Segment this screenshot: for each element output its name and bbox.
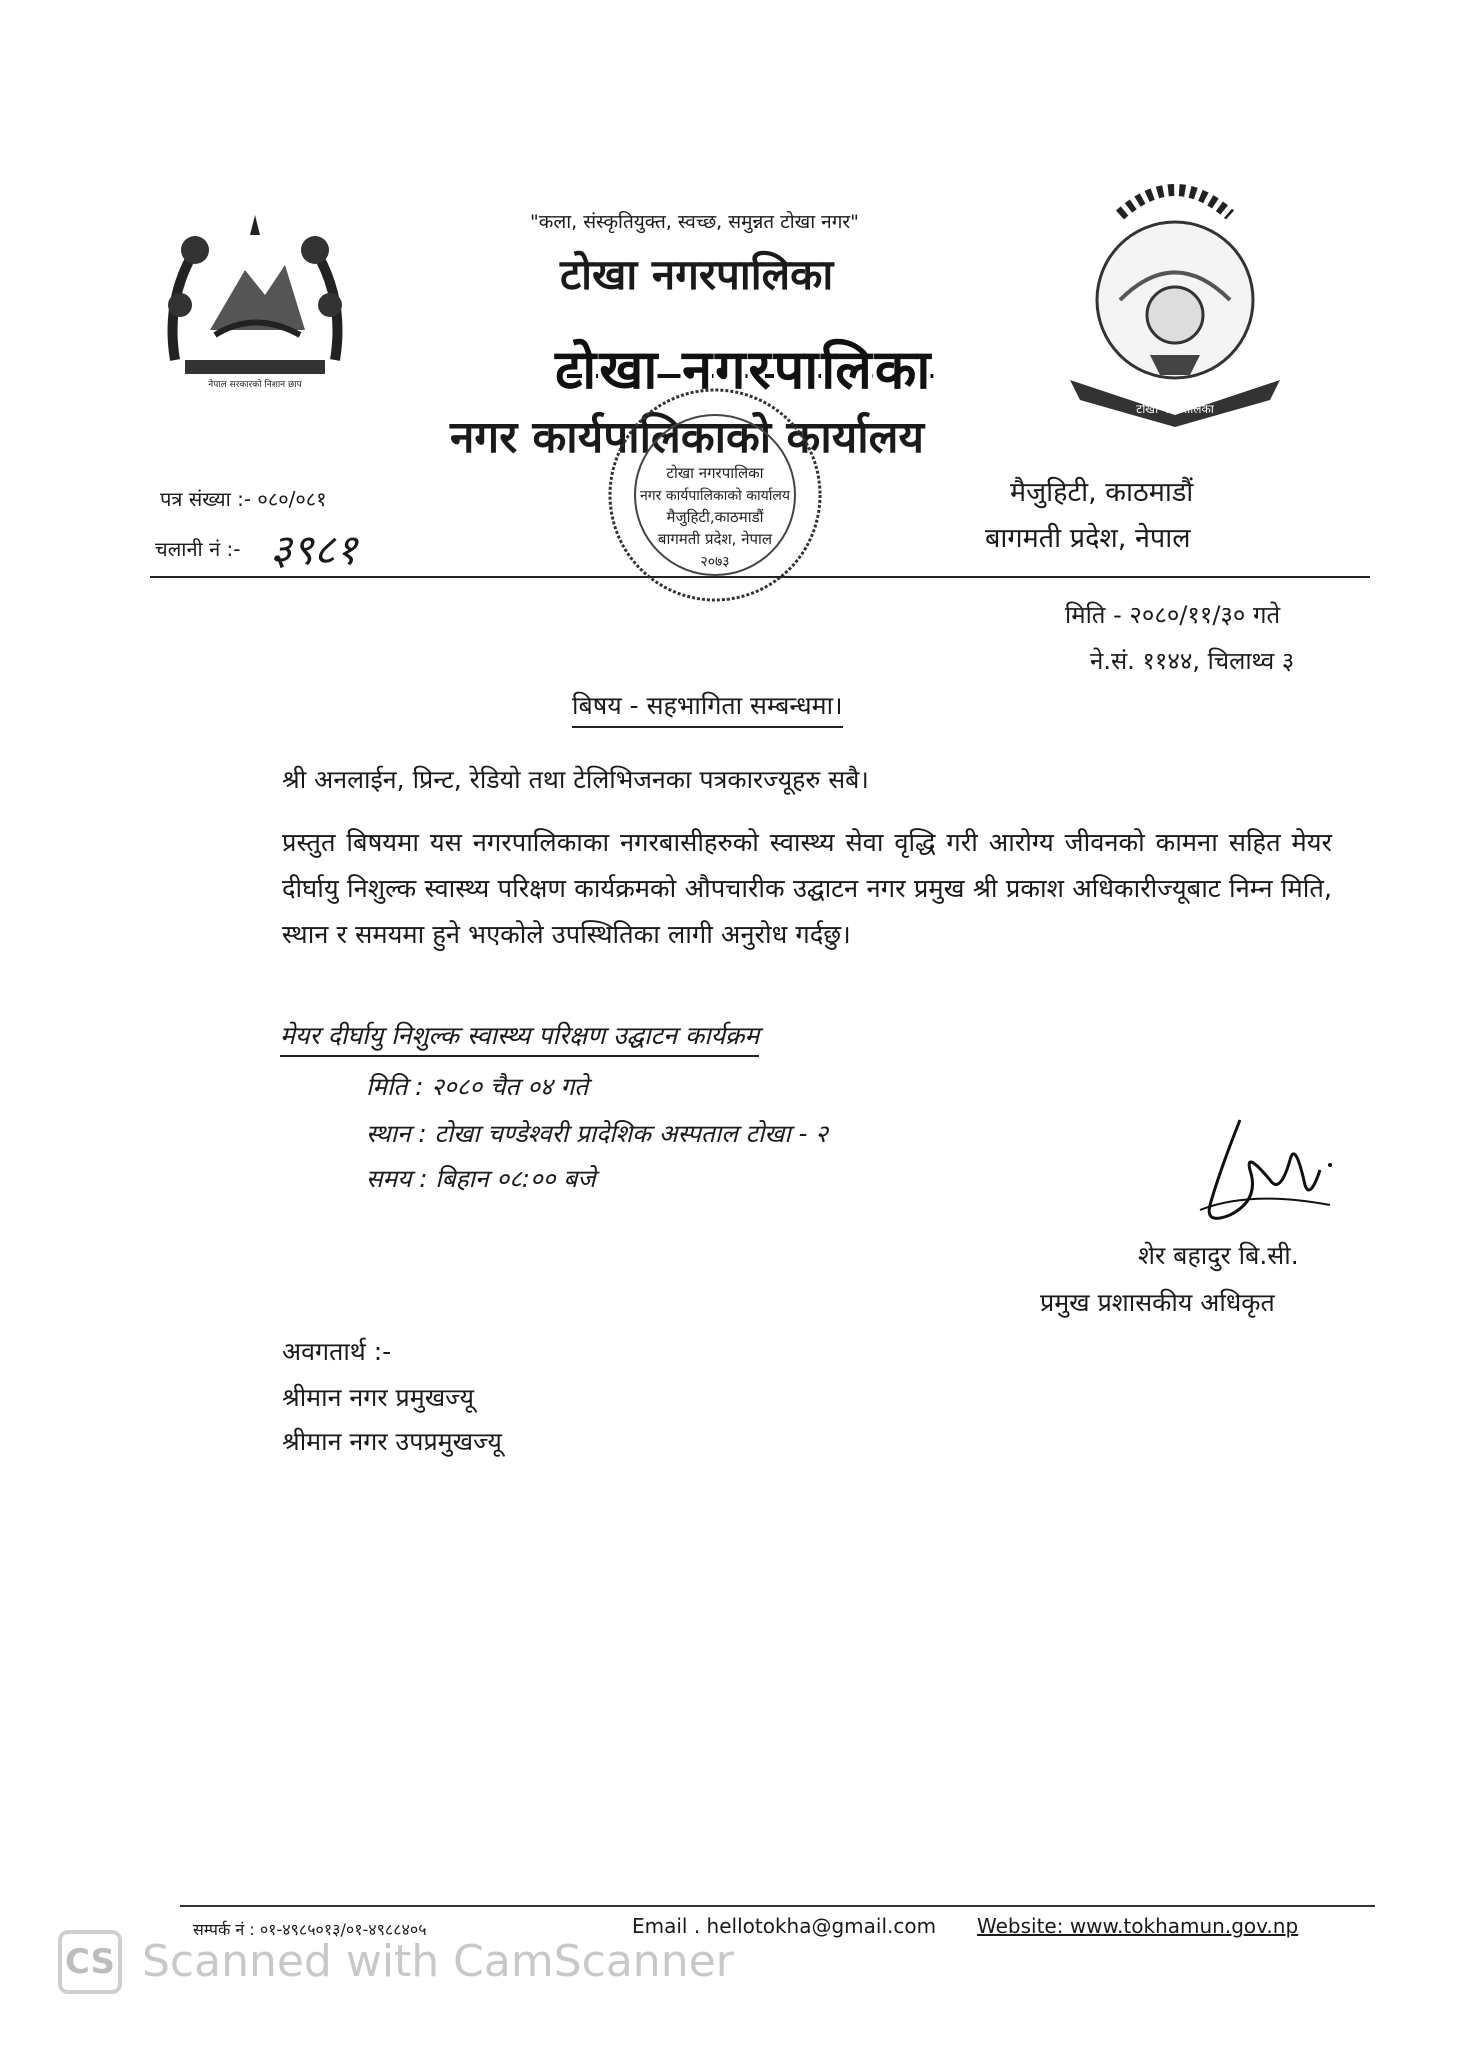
stamp-line-1: टोखा नगरपालिका bbox=[666, 464, 764, 482]
nepal-coat-of-arms-emblem bbox=[155, 210, 355, 390]
footer-website-link[interactable]: Website: www.tokhamun.gov.np bbox=[977, 1914, 1299, 1938]
letter-body: प्रस्तुत बिषयमा यस नगरपालिकाका नगरबासीहरुको स्वास्थ्य सेवा वृद्धि गरी आरोग्य जीवनको कामना सहित मेयर दीर्घायु निशुल्क स्वास्थ्य परिक्षण कार्यक्रमको औपचारीक उद्घाटन नगर प्रमुख श्री प्रकाश अधिकारीज्यूबाट निम्न मिति, स्थान र समयमा हुने भएकोले उपस्थितिका लागी अनुरोध गर्दछु। bbox=[282, 828, 1332, 950]
emblem-left-caption: नेपाल सरकारको निशान छाप bbox=[208, 380, 302, 390]
footer-email: Email . hellotokha@gmail.com bbox=[632, 1914, 937, 1938]
letter-number: पत्र संख्या :- ०८०/०८१ bbox=[160, 487, 327, 511]
office-name: नगर कार्यपालिकाको कार्यालय bbox=[450, 412, 924, 463]
dispatch-number-label: चलानी नं :- bbox=[155, 537, 241, 561]
cc-item: श्रीमान नगर उपप्रमुखज्यू bbox=[282, 1427, 502, 1456]
event-title: मेयर दीर्घायु निशुल्क स्वास्थ्य परिक्षण उद्घाटन कार्यक्रम bbox=[280, 1018, 759, 1057]
dispatch-number-handwritten: ३९८१ bbox=[270, 525, 358, 574]
signatory-title: प्रमुख प्रशासकीय अधिकृत bbox=[1040, 1288, 1275, 1317]
letter-salutation: श्री अनलाईन, प्रिन्ट, रेडियो तथा टेलिभिजनका पत्रकारज्यूहरु सबै। bbox=[282, 765, 869, 794]
municipality-motto: "कला, संस्कृतियुक्त, स्वच्छ, समुन्नत टोखा नगर" bbox=[530, 211, 859, 233]
event-date: मिति : २०८० चैत ०४ गते bbox=[366, 1072, 589, 1101]
cc-item: श्रीमान नगर प्रमुखज्यू bbox=[282, 1383, 474, 1412]
municipality-name: टोखा नगरपालिका bbox=[560, 250, 834, 299]
handwritten-signature bbox=[1180, 1110, 1340, 1230]
nepal-sambat-date: ने.सं. ११४४, चिलाथ्व ३ bbox=[1090, 647, 1295, 675]
municipality-name-stylized: टोखा नगरपालिका bbox=[555, 338, 934, 401]
emblem-right-caption: टोखा नगरपालिका bbox=[1136, 402, 1214, 416]
stamp-line-4: बागमती प्रदेश, नेपाल bbox=[657, 530, 773, 548]
municipality-logo-emblem bbox=[1060, 165, 1290, 435]
letter-date: मिति - २०८०/११/३० गते bbox=[1065, 601, 1281, 629]
header-divider bbox=[150, 576, 1370, 578]
address-line-1: मैजुहिटी, काठमाडौं bbox=[1010, 477, 1194, 508]
signatory-name: शेर बहादुर बि.सी. bbox=[1138, 1241, 1299, 1270]
stamp-line-3: मैजुहिटी,काठमाडौं bbox=[666, 508, 764, 526]
office-stamp bbox=[590, 370, 840, 620]
event-place: स्थान : टोखा चण्डेश्वरी प्रादेशिक अस्पताल टोखा - २ bbox=[366, 1119, 828, 1148]
stamp-line-2: नगर कार्यपालिकाको कार्यालय bbox=[640, 488, 790, 504]
camscanner-logo-icon: CS bbox=[58, 1930, 122, 1994]
cc-label: अवगतार्थ :- bbox=[282, 1337, 392, 1366]
camscanner-watermark: Scanned with CamScanner bbox=[142, 1936, 734, 1987]
stamp-line-5: २०७३ bbox=[700, 554, 730, 570]
event-time: समय : बिहान ०८:०० बजे bbox=[366, 1164, 596, 1193]
letter-subject: बिषय - सहभागिता सम्बन्धमा। bbox=[572, 688, 843, 728]
footer-contact: सम्पर्क नं : ०१-४९८५०१३/०१-४९८८४०५ bbox=[193, 1920, 427, 1939]
footer-divider bbox=[180, 1905, 1375, 1907]
address-line-2: बागमती प्रदेश, नेपाल bbox=[985, 523, 1191, 554]
